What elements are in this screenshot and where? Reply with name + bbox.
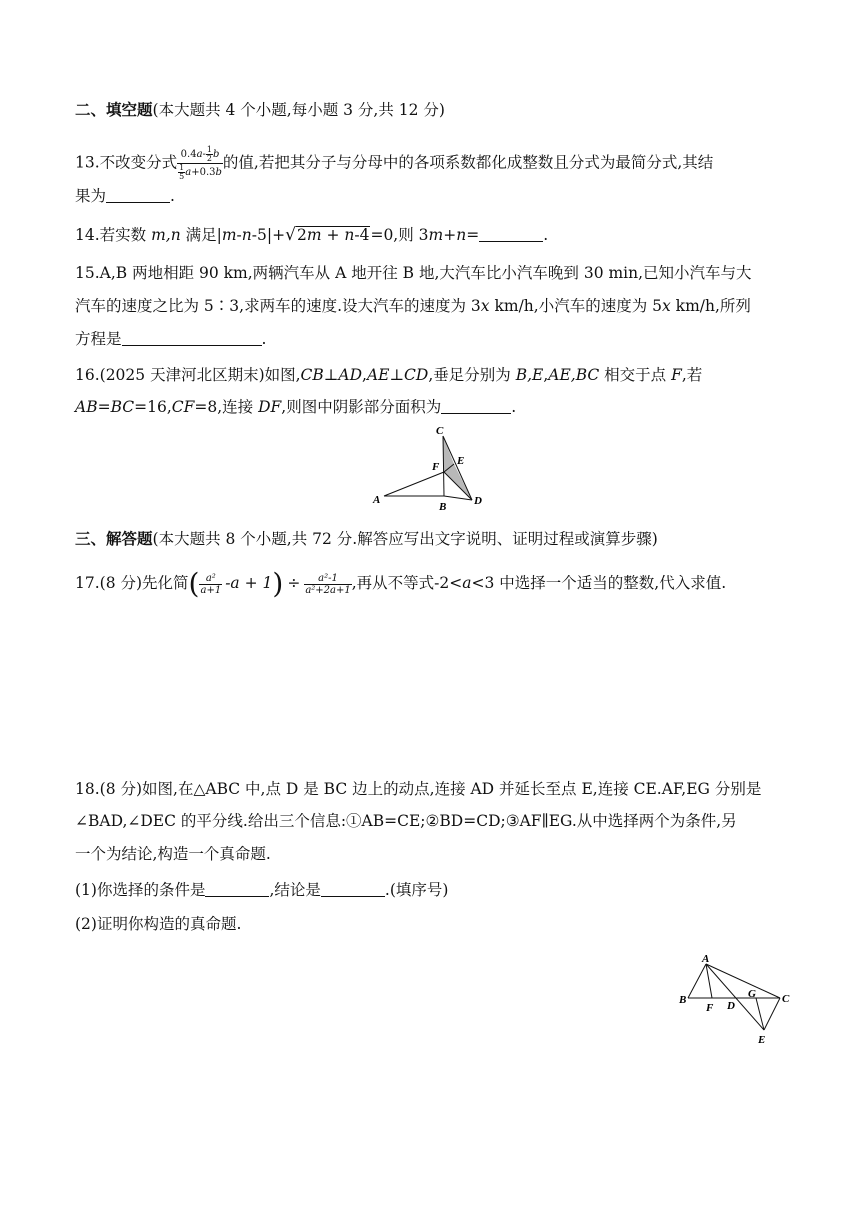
- q16-ad: AD: [338, 366, 362, 384]
- q13-den-var-a: a: [185, 167, 192, 178]
- q16-end: .: [511, 398, 517, 416]
- q13-num-var-b: b: [213, 149, 220, 160]
- q13-num-minus: -: [202, 149, 206, 160]
- perpendicular-icon: ⊥: [323, 366, 339, 384]
- q16-cf: CF: [171, 398, 195, 416]
- q13-text: 的值,若把其分子与分母中的各项系数都化成整数且分式为最简分式,其结: [222, 153, 714, 172]
- q16-segment-BD: [444, 496, 472, 500]
- section-3-note: (本大题共 8 个小题,共 72 分.解答应写出文字说明、证明过程或演算步骤): [152, 530, 658, 548]
- q14-vars: m,n: [151, 226, 181, 244]
- q14-m: m: [428, 226, 444, 244]
- q13-fraction-denominator: [177, 164, 223, 181]
- q13-num-var-a: a: [196, 149, 203, 160]
- q17-post: <3 中选择一个适当的整数,代入求值.: [471, 574, 727, 592]
- q17-f1-num: a²: [199, 573, 222, 585]
- q18-condition-blank[interactable]: [205, 881, 269, 897]
- q16-prefix: 16.(2025 天津河北区期末)如图,: [75, 366, 301, 384]
- q14-answer-blank[interactable]: [479, 226, 543, 242]
- q15-x1: x: [480, 297, 490, 315]
- q14-sqrt-m: m: [306, 226, 322, 244]
- q17-post-pre: ,再从不等式-2<: [351, 574, 463, 592]
- perpendicular-icon: ⊥: [389, 366, 405, 384]
- q18-segment-AB: [688, 964, 706, 998]
- section-2-header: [75, 99, 791, 121]
- q16-label-A: A: [373, 494, 381, 506]
- question-17: [75, 567, 791, 600]
- question-15-line-2: [75, 295, 791, 317]
- q13-den-small-den: 5: [179, 172, 185, 181]
- q18-segment-CE: [764, 998, 780, 1030]
- q17-minus-a-plus-1: -a + 1: [225, 574, 273, 592]
- q14-sqrt: [296, 226, 371, 243]
- q15-x2: x: [662, 297, 671, 315]
- q13-fraction: [177, 146, 223, 181]
- q15-end: .: [261, 330, 267, 348]
- section-2-title: 二、填空题: [75, 101, 153, 119]
- q17-f1-den: a+1: [200, 584, 222, 596]
- q13-prefix: 13.不改变分式: [75, 153, 178, 172]
- q16-ab: AB: [75, 398, 98, 416]
- q15-line2-pre: 汽车的速度之比为 5∶3,求两车的速度.设大汽车的速度为 3: [75, 297, 481, 315]
- q13-den-var-b: b: [215, 167, 222, 178]
- question-13-line-1: [75, 146, 791, 181]
- q14-prefix: 14.若实数: [75, 226, 152, 244]
- section-2-note: (本大题共 4 个小题,每小题 3 分,共 12 分): [152, 101, 445, 119]
- q14-sqrt-plus: +: [321, 226, 345, 244]
- q14-abs-m: m: [221, 226, 237, 244]
- q16-bc: BC: [110, 398, 135, 416]
- q14-abs-tail: -5|+: [251, 226, 286, 244]
- q15-line2-post: km/h,所列: [670, 297, 751, 315]
- q17-f2-den: a²+2a+1: [305, 584, 351, 596]
- question-18-line-3: 一个为结论,构造一个真命题.: [75, 845, 271, 863]
- q13-line2-text: 果为: [75, 187, 107, 205]
- q13-answer-blank[interactable]: [106, 187, 170, 203]
- q14-sqrt-n: n: [344, 226, 355, 244]
- q13-fraction-numerator: [177, 146, 223, 164]
- q18-label-E: E: [758, 1034, 766, 1046]
- q17-fraction-1: [199, 573, 222, 596]
- q18-sub1-post: .(填序号): [384, 881, 449, 899]
- q17-prefix: 17.(8 分)先化简: [75, 574, 189, 592]
- question-15-line-1: 15.A,B 两地相距 90 km,两辆汽车从 A 地开往 B 地,大汽车比小汽车晚到 30 min,已知小汽车与大: [75, 264, 752, 282]
- q13-num-coef: 0.4: [180, 149, 197, 160]
- q16-eq3: =8,连接: [194, 398, 259, 416]
- q14-abs-minus: -: [236, 226, 242, 244]
- q13-end: .: [170, 187, 175, 205]
- q16-label-B: B: [439, 501, 447, 512]
- q18-label-F: F: [706, 1002, 714, 1014]
- q14-sqrt-tail: -4: [354, 226, 370, 244]
- q13-den-small-num: 1: [179, 163, 185, 172]
- q16-cd: CD: [404, 366, 429, 384]
- q18-label-B: B: [679, 994, 687, 1006]
- question-18-sub-1: [75, 879, 791, 901]
- q18-sub1-mid: ,结论是: [269, 881, 321, 899]
- q16-line2-post: ,则图中阴影部分面积为: [281, 398, 442, 416]
- q13-num-small-num: 1: [206, 145, 213, 154]
- q14-sqrt-coef: 2: [296, 226, 307, 244]
- q17-f2-num: a²-1: [304, 573, 351, 585]
- q14-plus: +: [443, 226, 457, 244]
- q16-label-F: F: [432, 461, 440, 473]
- q16-f: F: [671, 366, 682, 384]
- q18-label-D: D: [727, 1000, 735, 1012]
- q16-end1: ,若: [681, 366, 703, 384]
- right-paren-icon: ): [272, 567, 284, 600]
- question-16-line-1: [75, 364, 791, 386]
- section-3-title: 三、解答题: [75, 530, 153, 548]
- division-icon: ÷: [287, 574, 301, 592]
- q18-segment-AC: [706, 964, 780, 998]
- q16-post: 相交于点: [599, 366, 672, 384]
- q16-ae: AE: [366, 366, 390, 384]
- q15-answer-blank[interactable]: [122, 330, 262, 346]
- q16-segment-AF: [384, 472, 444, 496]
- q16-eq2: =16,: [134, 398, 172, 416]
- q16-eq1: =: [97, 398, 111, 416]
- q17-fraction-2: [304, 573, 351, 596]
- q17-a: a: [462, 574, 472, 592]
- q18-label-G: G: [748, 988, 756, 1000]
- question-18-line-2: ∠BAD,∠DEC 的平分线.给出三个信息:①AB=CE;②BD=CD;③AF∥EG.从中选择两个为条件,另: [75, 812, 737, 830]
- q16-comma: ,: [362, 366, 367, 384]
- q16-geometry-figure: [368, 424, 492, 512]
- question-15-line-3: [75, 328, 791, 350]
- q18-geometry-figure: [676, 950, 796, 1046]
- sqrt-symbol-icon: √: [285, 225, 296, 245]
- q16-mid: ,垂足分别为: [428, 366, 516, 384]
- question-18-line-1: 18.(8 分)如图,在△ABC 中,点 D 是 BC 边上的动点,连接 AD 并延长至点 E,连接 CE.AF,EG 分别是: [75, 780, 762, 798]
- q14-n: n: [456, 226, 467, 244]
- q14-abs-n: n: [241, 226, 252, 244]
- q14-mid: 满足|: [180, 226, 222, 244]
- q16-aebc: AE,BC: [548, 366, 600, 384]
- q16-be: B,E: [515, 366, 544, 384]
- question-13-line-2: [75, 185, 791, 207]
- q13-num-small-den: 2: [206, 154, 213, 163]
- q16-label-C: C: [436, 425, 444, 437]
- question-16-line-2: [75, 396, 791, 418]
- q16-label-E: E: [457, 455, 465, 467]
- q13-num-small-fraction: [206, 146, 213, 163]
- q18-sub1-pre: (1)你选择的条件是: [75, 881, 206, 899]
- q16-comma2: ,: [543, 366, 549, 384]
- q16-answer-blank[interactable]: [441, 398, 511, 414]
- q16-cb: CB: [300, 366, 324, 384]
- q14-after: =0,则 3: [370, 226, 429, 244]
- left-paren-icon: (: [188, 567, 200, 600]
- section-3-header: [75, 528, 791, 550]
- q18-label-C: C: [782, 993, 790, 1005]
- q15-line2-mid: km/h,小汽车的速度为 5: [489, 297, 662, 315]
- q15-line3-text: 方程是: [75, 330, 122, 348]
- q18-conclusion-blank[interactable]: [321, 881, 385, 897]
- q16-label-D: D: [474, 495, 482, 507]
- question-14: [75, 224, 791, 246]
- q16-df: DF: [258, 398, 282, 416]
- q14-end: .: [543, 226, 549, 244]
- q18-label-A: A: [702, 953, 710, 965]
- question-18-sub-2: (2)证明你构造的真命题.: [75, 915, 242, 933]
- q13-den-plus: +0.3: [191, 167, 216, 178]
- q14-eq: =: [466, 226, 480, 244]
